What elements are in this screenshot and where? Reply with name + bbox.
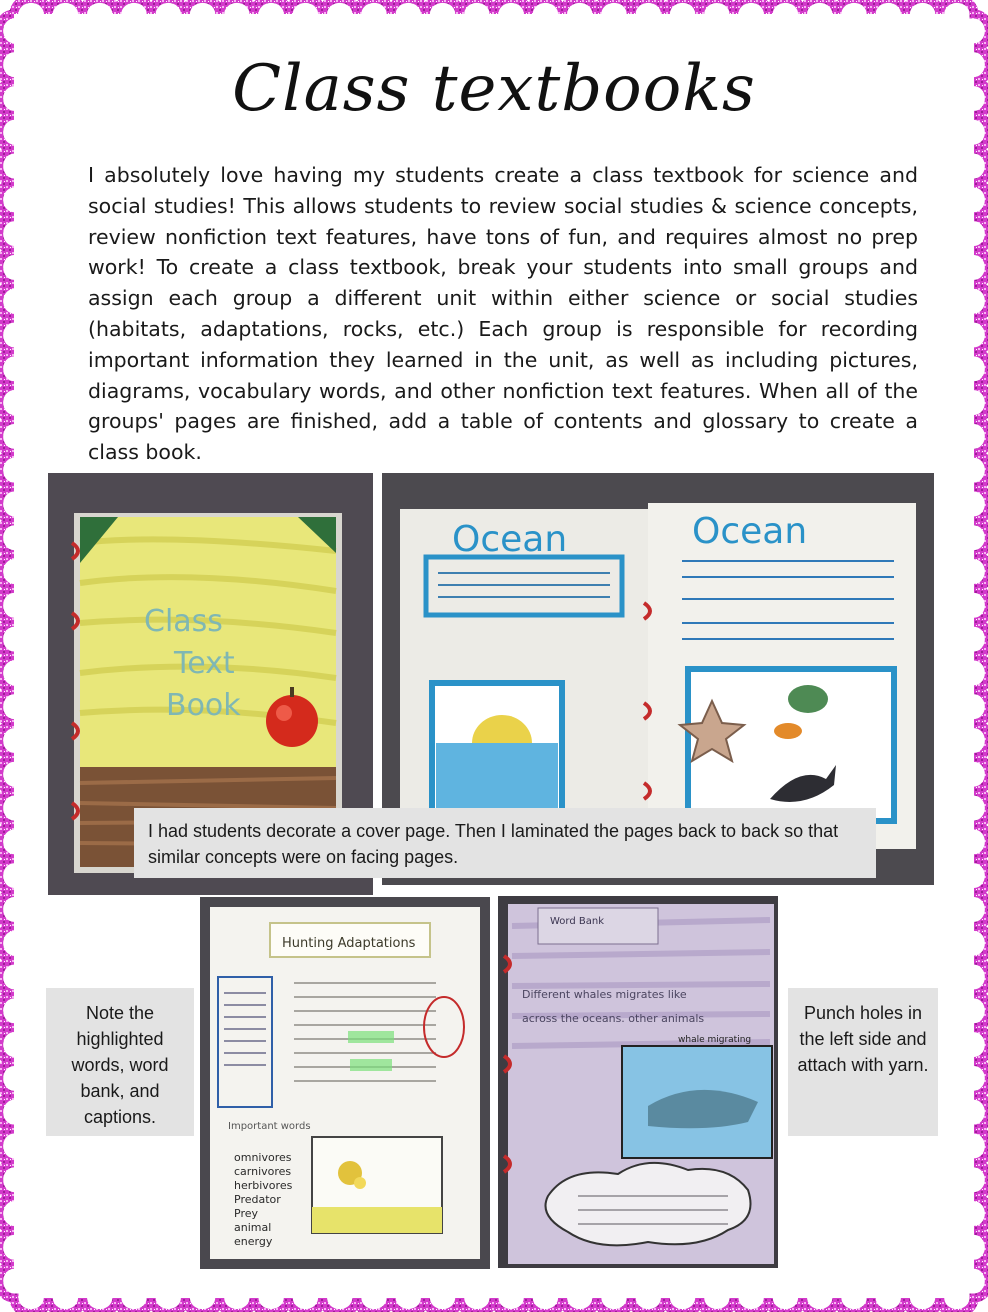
caption-punch-holes: Punch holes in the left side and attach with yarn. xyxy=(788,988,938,1136)
whale-label: whale migrating xyxy=(678,1035,752,1045)
whale-word-bank: Word Bank xyxy=(550,916,604,927)
hunting-word-6: animal xyxy=(234,1221,272,1234)
hunting-word-4: Predator xyxy=(234,1193,281,1206)
photo-hunting-adaptations xyxy=(200,897,490,1269)
ocean-heading-right: Ocean xyxy=(692,511,808,552)
hunting-word-7: energy xyxy=(234,1235,273,1248)
hunting-word-2: carnivores xyxy=(234,1165,292,1178)
ocean-heading-left: Ocean xyxy=(452,519,568,560)
cover-text-class: Class xyxy=(144,604,223,639)
hunting-word-5: Prey xyxy=(234,1207,258,1220)
caption-cover-and-lamination: I had students decorate a cover page. Then I laminated the pages back to back so that similar concepts were on facing pages. xyxy=(134,808,876,878)
hunting-heading: Hunting Adaptations xyxy=(282,936,416,951)
intro-paragraph: I absolutely love having my students create a class textbook for science and social studies! This allows students to review social studies & science concepts, review nonfiction text features, have tons of fun, and requires almost no prep work! To create a class textbook, break your students into small groups and assign each group a different unit within either science or social studies (habitats, adaptations, rocks, etc.) Each group is responsible for recording important information they learned in the unit, as well as including pictures, diagrams, vocabulary words, and other nonfiction text features. When all of the groups' pages are finished, add a table of contents and glossary to create a class book. xyxy=(88,163,918,465)
hunting-word-3: herbivores xyxy=(234,1179,293,1192)
whale-text-line2: across the oceans. other animals xyxy=(522,1012,705,1025)
whale-text-line1: Different whales migrates like xyxy=(522,988,687,1001)
cover-text-text: Text xyxy=(174,646,235,681)
hunting-list-heading: Important words xyxy=(228,1121,311,1132)
photo-whale-migration xyxy=(498,896,778,1268)
cover-text-book: Book xyxy=(166,688,241,723)
caption-highlighted-words: Note the highlighted words, word bank, and captions. xyxy=(46,988,194,1136)
page-title: Class textbooks xyxy=(232,52,756,126)
hunting-word-1: omnivores xyxy=(234,1151,292,1164)
